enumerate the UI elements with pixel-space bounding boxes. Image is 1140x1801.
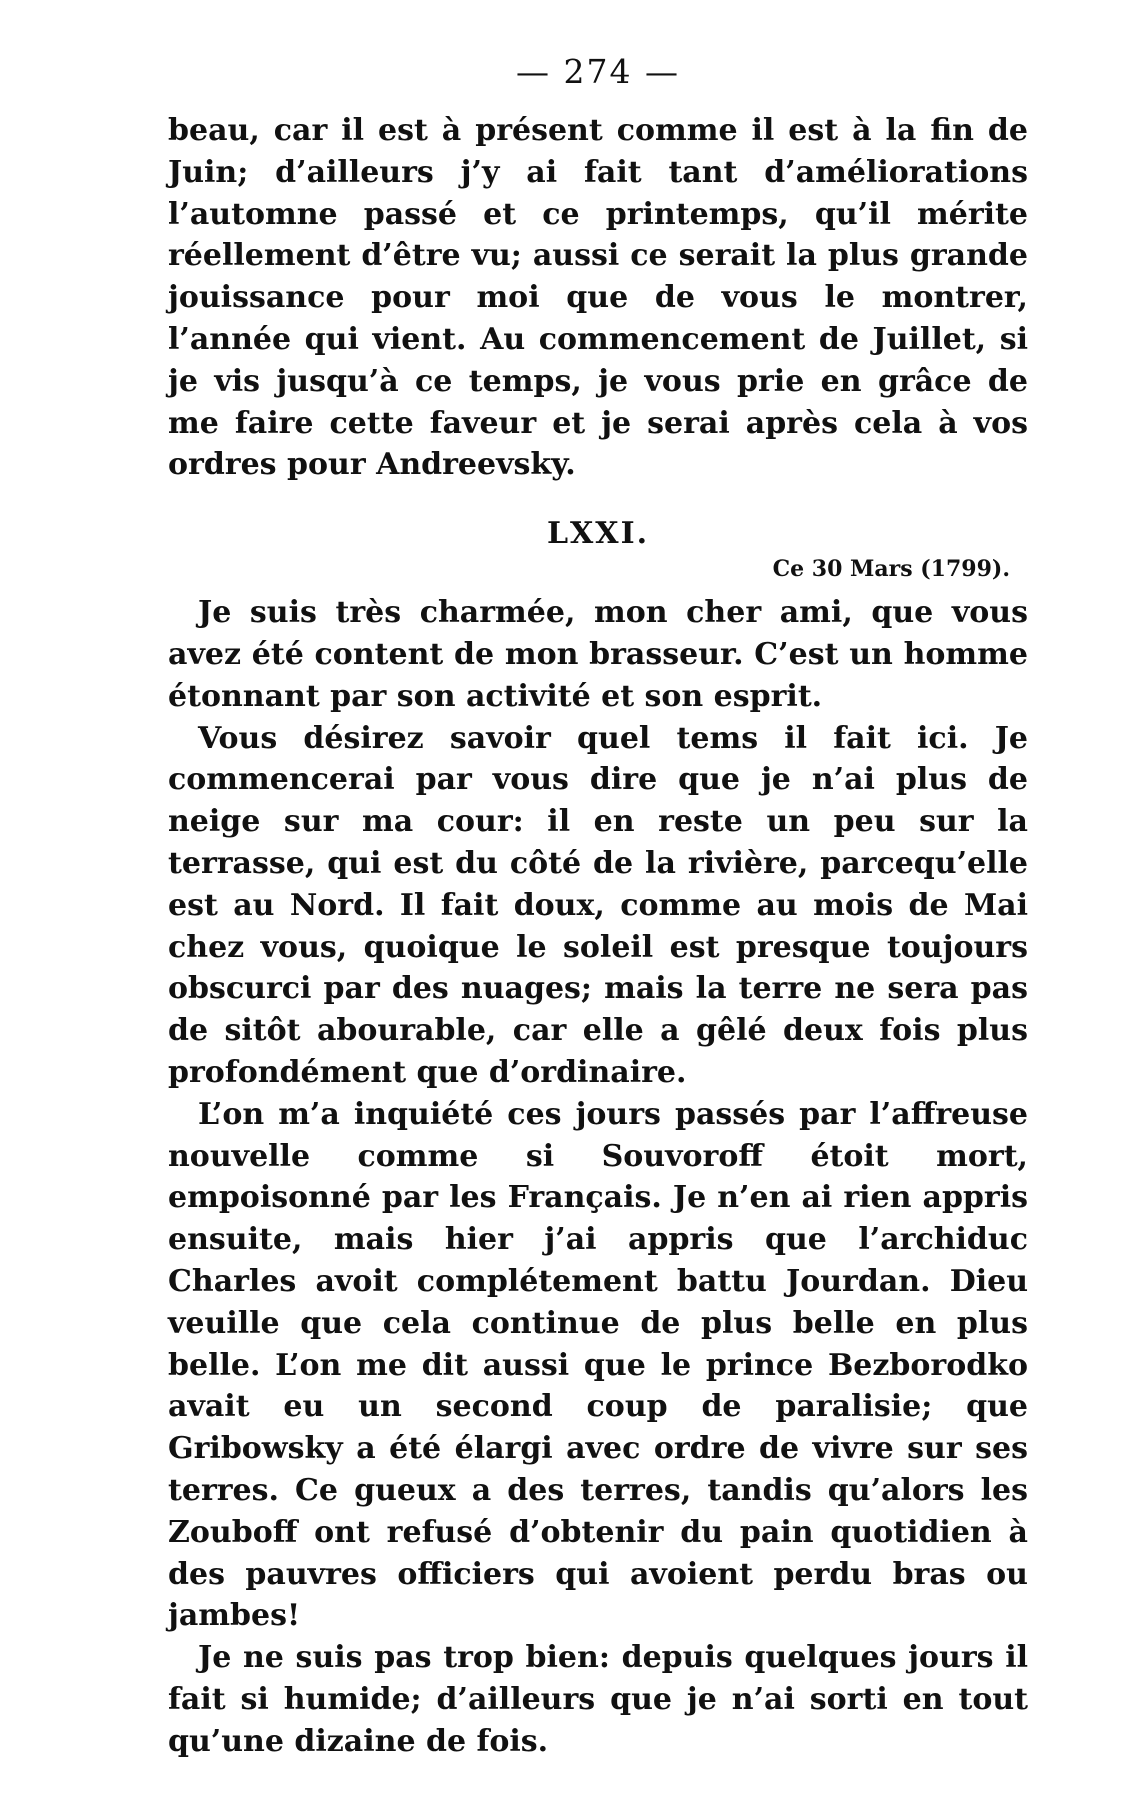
letter-paragraph-3: L’on m’a inquiété ces jours passés par l’affreuse nouvelle comme si Souvoroff étoit mort, empoisonné par les Français. Je n’en ai rien appris ensuite, mais hier j’ai appris que l’archiduc Charles avoit complétement battu Jourdan. Dieu veuille que cela continue de plus belle en plus belle. L’on me dit aussi que le prince Bezborodko avait eu un second coup de paralisie; que Gribowsky a été élargi avec ordre de vivre sur ses terres. Ce gueux a des terres, tandis qu’alors les Zouboff ont refusé d’obtenir du pain quotidien à des pauvres officiers qui avoient perdu bras ou jambes! [168,1096,1028,1634]
page-number: — 274 — [516,52,680,91]
book-page [168,50,1028,1762]
letter-number: LXXI. [546,516,650,552]
letter-paragraph-4: Je ne suis pas trop bien: depuis quelques jours il fait si humide; d’ailleurs que je n’ai sorti en tout qu’une dizaine de fois. [168,1640,1028,1759]
continued-paragraph: beau, car il est à présent comme il est à la fin de Juin; d’ailleurs j’y ai fait tant d’améliorations l’automne passé et ce printemps, qu’il mérite réellement d’être vu; aussi ce serait la plus grande jouissance pour moi que de vous le montrer, l’année qui vient. Au commencement de Juillet, si je vis jusqu’à ce temps, je vous prie en grâce de me faire cette faveur et je serai après cela à vos ordres pour Andreevsky. [168,113,1028,483]
letter-paragraph-2: Vous désirez savoir quel tems il fait ici. Je commencerai par vous dire que je n’ai plus de neige sur ma cour: il en reste un peu sur la terrasse, qui est du côté de la rivière, parcequ’elle est au Nord. Il fait doux, comme au mois de Mai chez vous, quoique le soleil est presque toujours obscurci par des nuages; mais la terre ne sera pas de sitôt abourable, car elle a gêlé deux fois plus profondément que d’ordinaire. [168,720,1028,1090]
letter-date: Ce 30 Mars (1799). [772,556,1010,583]
letter-paragraph-1: Je suis très charmée, mon cher ami, que vous avez été content de mon brasseur. C’est un homme étonnant par son activité et son esprit. [168,595,1028,714]
